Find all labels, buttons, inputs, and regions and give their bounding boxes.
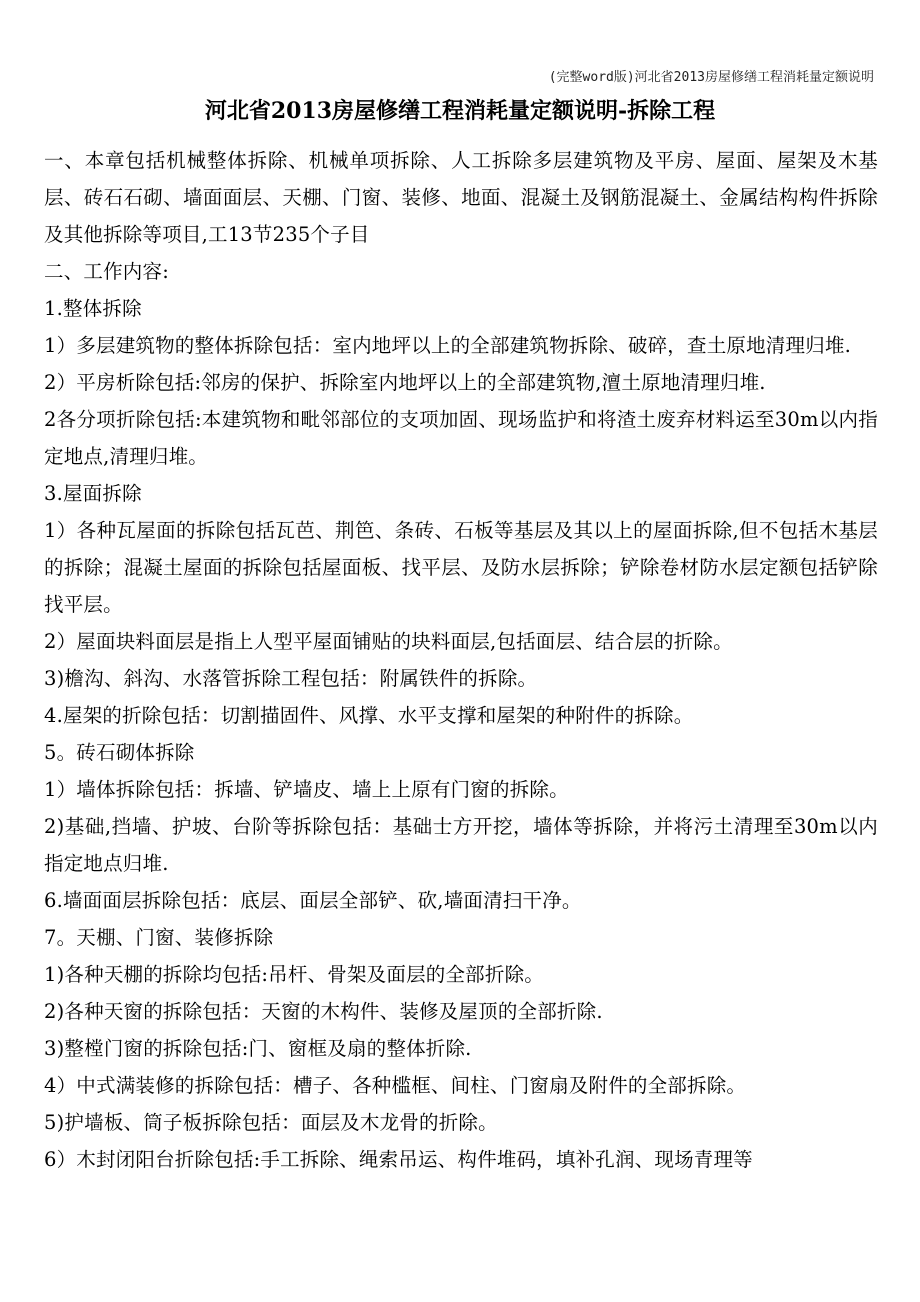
document-body bbox=[44, 142, 878, 1178]
paragraph: 1)各种天棚的拆除均包括:吊杆、骨架及面层的全部折除。 bbox=[44, 963, 544, 986]
paragraph: 1）多层建筑物的整体拆除包括：室内地坪以上的全部建筑物拆除、破碎，查土原地清理归堆. bbox=[44, 334, 852, 357]
paragraph: 5)护墙板、筒子板拆除包括：面层及木龙骨的折除。 bbox=[44, 1111, 498, 1134]
paragraph: 1）各种瓦屋面的拆除包括瓦芭、荆笆、条砖、石板等基层及其以上的屋面拆除,但不包括木基层的拆除；混凝土屋面的拆除包括屋面板、找平层、及防水层拆除；铲除卷材防水层定额包括铲除找平层。 bbox=[44, 519, 878, 616]
paragraph: 3)檐沟、斜沟、水落管拆除工程包括：附属铁件的拆除。 bbox=[44, 667, 538, 690]
paragraph: 3)整樘门窗的拆除包括:门、窗框及扇的整体折除. bbox=[44, 1037, 472, 1060]
paragraph: 1）墙体拆除包括：拆墙、铲墙皮、墙上上原有门窗的拆除。 bbox=[44, 778, 569, 801]
paragraph: 2)基础,挡墙、护坡、台阶等拆除包括：基础士方开挖，墙体等拆除，并将污土清理至30m以内指定地点归堆. bbox=[44, 815, 878, 875]
paragraph: 一、本章包括机械整体拆除、机械单项拆除、人工拆除多层建筑物及平房、屋面、屋架及木基层、砖石石砌、墙面面层、天棚、门窗、装修、地面、混凝土及钢筋混凝土、金属结构构件拆除及其他拆除等项目,工13节235个子目 bbox=[44, 149, 878, 246]
paragraph: 4）中式满装修的拆除包括：槽子、各种槛框、间柱、门窗扇及附件的全部拆除。 bbox=[44, 1074, 747, 1097]
paragraph: 4.屋架的折除包括：切割描固件、风撑、水平支撑和屋架的种附件的拆除。 bbox=[44, 704, 694, 727]
paragraph: 二、工作内容: bbox=[44, 260, 169, 283]
paragraph: 2）平房析除包括:邻房的保护、拆除室内地坪以上的全部建筑物,澶土原地清理归堆. bbox=[44, 371, 766, 394]
paragraph: 2)各种天窗的拆除包括：天窗的木构件、装修及屋顶的全部折除. bbox=[44, 1000, 603, 1023]
paragraph: 2各分项折除包括:本建筑物和毗邻部位的支项加固、现场监护和将渣土废弃材料运至30m以内指定地点,清理归堆。 bbox=[44, 408, 878, 468]
document-title: 河北省2013房屋修缮工程消耗量定额说明-拆除工程 bbox=[204, 98, 716, 124]
paragraph: 1.整体拆除 bbox=[44, 297, 142, 320]
running-header: (完整word版)河北省2013房屋修缮工程消耗量定额说明 bbox=[548, 70, 874, 85]
paragraph: 2）屋面块料面层是指上人型平屋面铺贴的块料面层,包括面层、结合层的折除。 bbox=[44, 630, 733, 653]
paragraph: 3.屋面拆除 bbox=[44, 482, 142, 505]
paragraph: 6）木封闭阳台折除包括:手工拆除、绳索吊运、构件堆码，填补孔润、现场青理等 bbox=[44, 1148, 753, 1171]
paragraph: 5。砖石砌体拆除 bbox=[44, 741, 195, 764]
paragraph: 7。天棚、门窗、装修拆除 bbox=[44, 926, 274, 949]
paragraph: 6.墙面面层拆除包括：底层、面层全部铲、砍,墙面清扫干净。 bbox=[44, 889, 582, 912]
